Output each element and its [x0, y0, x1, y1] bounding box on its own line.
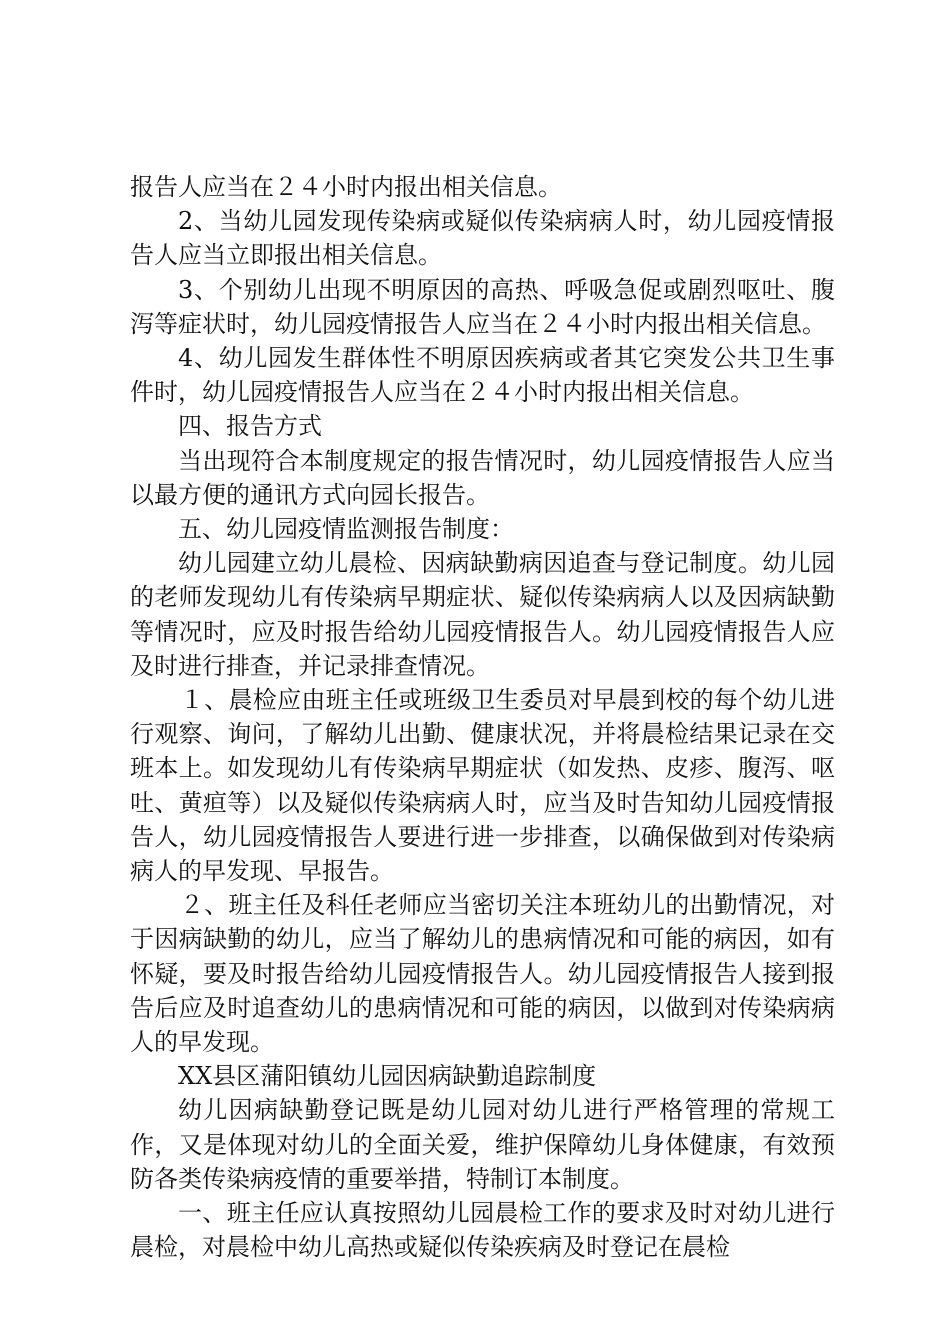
paragraph-absence-item-1: 一、班主任应认真按照幼儿园晨检工作的要求及时对幼儿进行晨检，对晨检中幼儿高热或疑似传染疾病及时登记在晨检	[130, 1199, 835, 1262]
section-heading-monitoring: 五、幼儿园疫情监测报告制度：	[178, 515, 514, 544]
section-title-absence-tracking: XX县区蒲阳镇幼儿园因病缺勤追踪制度	[178, 1062, 597, 1091]
paragraph-item-4: 4、幼儿园发生群体性不明原因疾病或者其它突发公共卫生事件时，幼儿园疫情报告人应当在２４小时内报出相关信息。	[130, 344, 835, 407]
document-body	[130, 170, 835, 1265]
paragraph-report-method: 当出现符合本制度规定的报告情况时，幼儿园疫情报告人应当以最方便的通讯方式向园长报告。	[130, 446, 835, 509]
paragraph-continuation: 报告人应当在２４小时内报出相关信息。	[130, 173, 562, 201]
paragraph-absence-intro: 幼儿因病缺勤登记既是幼儿园对幼儿进行严格管理的常规工作，又是体现对幼儿的全面关爱，维护保障幼儿身体健康，有效预防各类传染病疫情的重要举措，特制订本制度。	[130, 1096, 835, 1193]
paragraph-item-2: 2、当幼儿园发现传染病或疑似传染病病人时，幼儿园疫情报告人应当立即报出相关信息。	[130, 207, 835, 270]
section-heading-report-method: 四、报告方式	[178, 412, 322, 441]
paragraph-morning-check: １、晨检应由班主任或班级卫生委员对早晨到校的每个幼儿进行观察、询问，了解幼儿出勤、健康状况，并将晨检结果记录在交班本上。如发现幼儿有传染病早期症状（如发热、皮疹、腹泻、呕吐、黄疸等）以及疑似传染病病人时，应当及时告知幼儿园疫情报告人，幼儿园疫情报告人要进行进一步排查，以确保做到对传染病病人的早发现、早报告。	[130, 686, 835, 886]
paragraph-item-3: 3、个别幼儿出现不明原因的高热、呼吸急促或剧烈呕吐、腹泻等症状时，幼儿园疫情报告人应当在２４小时内报出相关信息。	[130, 275, 835, 338]
paragraph-monitoring: 幼儿园建立幼儿晨检、因病缺勤病因追查与登记制度。幼儿园的老师发现幼儿有传染病早期症状、疑似传染病病人以及因病缺勤等情况时，应及时报告给幼儿园疫情报告人。幼儿园疫情报告人应及时进行排查，并记录排查情况。	[130, 549, 835, 680]
paragraph-attendance: ２、班主任及科任老师应当密切关注本班幼儿的出勤情况，对于因病缺勤的幼儿，应当了解幼儿的患病情况和可能的病因，如有怀疑，要及时报告给幼儿园疫情报告人。幼儿园疫情报告人接到报告后应及时追查幼儿的患病情况和可能的病因，以做到对传染病病人的早发现。	[130, 891, 835, 1057]
